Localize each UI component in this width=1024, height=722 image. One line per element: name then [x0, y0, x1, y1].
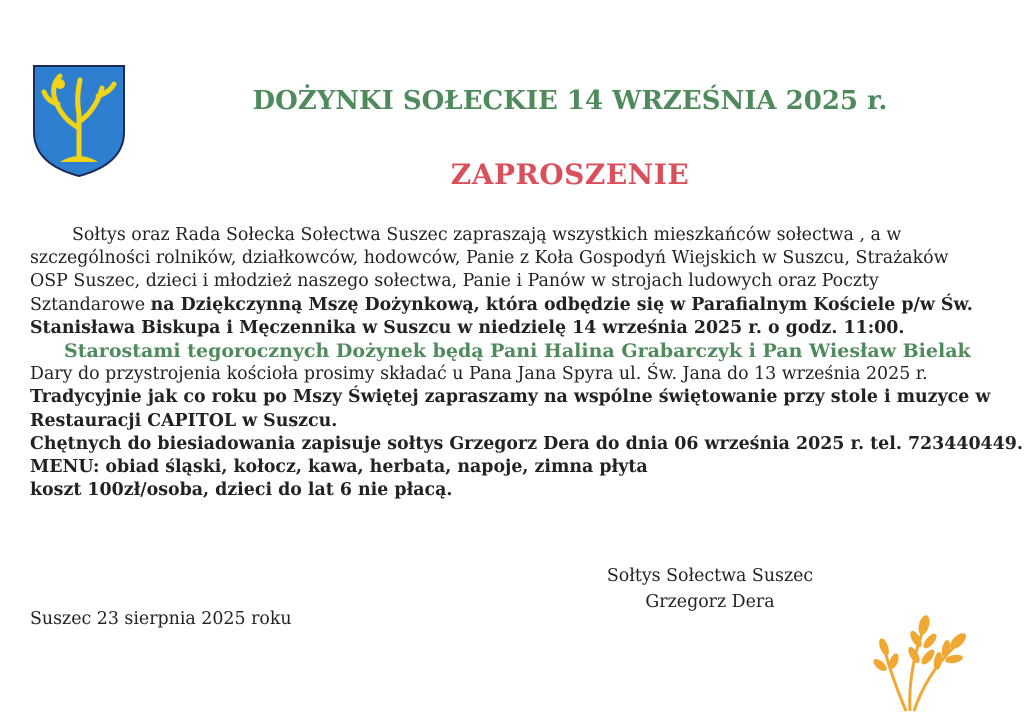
hosts-line: Starostami tegorocznych Dożynek będą Pani Halina Grabarczyk i Pan Wiesław Bielak [64, 340, 971, 363]
body-text-bold: Restauracji CAPITOL w Suszcu. [30, 410, 338, 431]
body-line [30, 294, 990, 317]
body-text-bold: Chętnych do biesiadowania zapisuje sołtys Grzegorz Dera do dnia 06 września 2025 r. tel. 723440449. [30, 433, 1023, 454]
page-title: DOŻYNKI SOŁECKIE 14 WRZEŚNIA 2025 r. [252, 86, 888, 116]
body-line [30, 456, 990, 479]
coat-of-arms-icon [30, 62, 128, 180]
body-text: Sztandarowe [30, 294, 151, 315]
signature-role: Sołtys Sołectwa Suszec [606, 566, 814, 586]
signature-block [560, 563, 860, 615]
signature-name: Grzegorz Dera [645, 592, 775, 612]
body-line [30, 433, 1023, 456]
body-line [30, 317, 990, 340]
body-line [30, 386, 990, 409]
body-line [30, 410, 990, 433]
body-text-bold: na Dziękczynną Mszę Dożynkową, która odbędzie się w Parafialnym Kościele p/w Św. [150, 294, 973, 315]
invitation-heading: ZAPROSZENIE [450, 158, 690, 191]
body-text-bold: koszt 100zł/osoba, dzieci do lat 6 nie płacą. [30, 480, 453, 501]
wheat-icon [870, 603, 970, 713]
body-text-bold: Stanisława Biskupa i Męczennika w Suszcu w niedzielę 14 września 2025 r. o godz. 11:00. [30, 317, 905, 338]
invitation-body [30, 224, 1023, 502]
body-line: OSP Suszec, dzieci i młodzież naszego sołectwa, Panie i Panów w strojach ludowych oraz Poczty [30, 271, 879, 292]
body-line: Sołtys oraz Rada Sołecka Sołectwa Suszec zapraszają wszystkich mieszkańców sołectwa , a w [72, 225, 902, 245]
body-text-bold: Tradycyjnie jak co roku po Mszy Świętej zapraszamy na wspólne świętowanie przy stole i muzyce w [30, 387, 991, 408]
body-line: szczególności rolników, działkowców, hodowców, Panie z Koła Gospodyń Wiejskich w Suszcu, Strażaków [30, 248, 949, 269]
date-line: Suszec 23 sierpnia 2025 roku [30, 609, 292, 629]
body-line: Dary do przystrojenia kościoła prosimy składać u Pana Jana Spyra ul. Św. Jana do 13 września 2025 r. [30, 364, 928, 385]
body-text-bold: MENU: obiad śląski, kołocz, kawa, herbata, napoje, zimna płyta [30, 457, 648, 478]
body-line [30, 479, 990, 502]
